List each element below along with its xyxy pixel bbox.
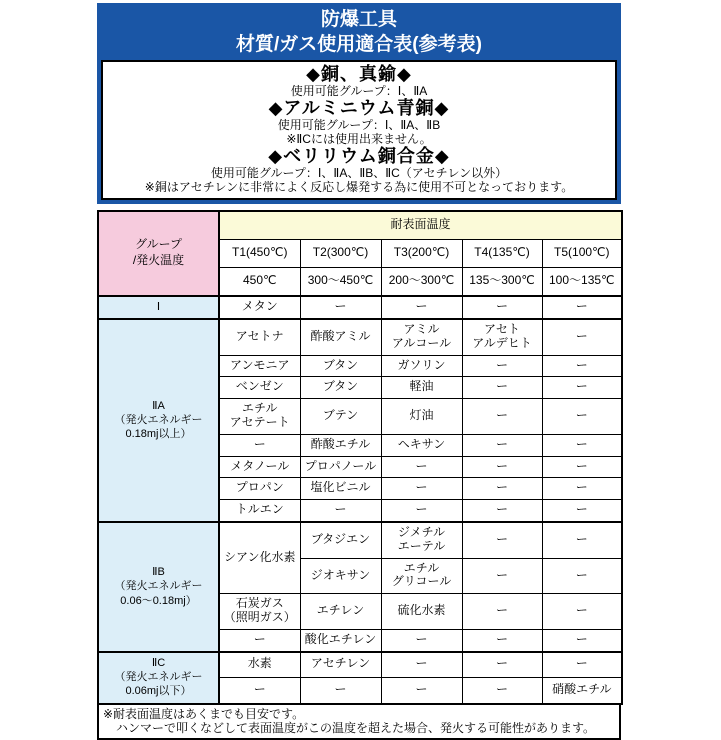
- gas-cell: ー: [462, 434, 542, 456]
- gas-cell: 石炭ガス （照明ガス）: [219, 594, 300, 630]
- table-footnote: [97, 705, 621, 740]
- table-row: [98, 296, 622, 319]
- gas-cell: ー: [219, 678, 300, 704]
- surface-temp-header-row: [98, 211, 622, 240]
- corner-header-line2: /発火温度: [132, 252, 185, 267]
- gas-cell: ー: [462, 355, 542, 377]
- gas-cell: ー: [300, 500, 381, 522]
- temp-class-cell: T2(300℃): [300, 240, 381, 268]
- gas-cell: ー: [542, 558, 622, 594]
- gas-cell: アセト アルデヒト: [462, 319, 542, 355]
- gas-cell: ー: [381, 500, 462, 522]
- temp-class-cell: T5(100℃): [542, 240, 622, 268]
- gas-cell: ブタン: [300, 377, 381, 399]
- gas-cell: アンモニア: [219, 355, 300, 377]
- gas-cell: 硫化水素: [381, 594, 462, 630]
- temp-class-cell: T4(135℃): [462, 240, 542, 268]
- gas-cell: エチレン: [300, 594, 381, 630]
- compatibility-table: [97, 210, 623, 705]
- materials-info-box: [101, 60, 617, 200]
- gas-cell: 酢酸アミル: [300, 319, 381, 355]
- gas-cell: ジオキサン: [300, 558, 381, 594]
- gas-cell: ー: [542, 296, 622, 319]
- gas-cell: トルエン: [219, 500, 300, 522]
- gas-cell: 硝酸エチル: [542, 678, 622, 704]
- gas-cell: ー: [542, 478, 622, 500]
- title-panel: [97, 3, 621, 204]
- gas-cell: ー: [542, 377, 622, 399]
- gas-cell: ー: [381, 456, 462, 478]
- gas-cell: ー: [542, 399, 622, 435]
- gas-cell: ー: [300, 296, 381, 319]
- gas-cell: ー: [542, 652, 622, 678]
- group-label-cell: Ⅰ: [98, 296, 219, 319]
- gas-cell: ー: [381, 652, 462, 678]
- table-row: [98, 652, 622, 678]
- gas-cell: ー: [462, 558, 542, 594]
- gas-cell: プロパン: [219, 478, 300, 500]
- gas-cell: ー: [542, 594, 622, 630]
- gas-cell: ー: [542, 434, 622, 456]
- gas-cell: ジメチル エーテル: [381, 522, 462, 558]
- gas-cell: メタン: [219, 296, 300, 319]
- gas-cell: ー: [462, 399, 542, 435]
- gas-cell: ー: [542, 319, 622, 355]
- surface-temp-header-cell: 耐表面温度: [219, 211, 622, 240]
- material-name-aluminum-bronze: ◆アルミニウム青銅◆: [268, 97, 450, 118]
- gas-cell: ー: [462, 522, 542, 558]
- group-label-cell: ⅡA （発火エネルギー 0.18mj以上）: [98, 319, 219, 522]
- gas-cell: ー: [300, 678, 381, 704]
- gas-cell: 水素: [219, 652, 300, 678]
- gas-cell: 塩化ビニル: [300, 478, 381, 500]
- group-label-cell: ⅡB （発火エネルギー 0.06～0.18mj）: [98, 522, 219, 652]
- gas-cell: ー: [462, 456, 542, 478]
- gas-cell: プロパノール: [300, 456, 381, 478]
- gas-cell: ベンゼン: [219, 377, 300, 399]
- temp-range-cell: 450℃: [219, 268, 300, 296]
- corner-header-cell: [98, 211, 219, 296]
- gas-cell: ガソリン: [381, 355, 462, 377]
- material-note: ※ⅡCには使用出来ません。: [286, 132, 432, 147]
- temp-range-cell: 300～450℃: [300, 268, 381, 296]
- gas-cell: ー: [381, 478, 462, 500]
- gas-cell: ブテン: [300, 399, 381, 435]
- gas-cell: アミル アルコール: [381, 319, 462, 355]
- page-title-line1: 防爆工具: [320, 9, 397, 30]
- material-name-copper-brass: ◆銅、真鍮◆: [306, 64, 412, 85]
- gas-cell: ー: [542, 355, 622, 377]
- gas-cell: ー: [542, 456, 622, 478]
- gas-cell: メタノール: [219, 456, 300, 478]
- gas-cell: エチル アセテート: [219, 399, 300, 435]
- gas-cell: ー: [462, 652, 542, 678]
- gas-cell: ー: [381, 296, 462, 319]
- gas-cell: アセトナ: [219, 319, 300, 355]
- temp-range-cell: 135～300℃: [462, 268, 542, 296]
- material-note: 使用可能グループ：Ⅰ、ⅡA、ⅡB: [277, 117, 441, 132]
- gas-cell: シアン化水素: [219, 522, 300, 594]
- gas-cell: ー: [462, 377, 542, 399]
- material-note: 使用可能グループ：Ⅰ、ⅡA、ⅡB、ⅡC（アセチレン以外）: [210, 165, 508, 180]
- page-title-line2: 材質/ガス使用適合表(参考表): [236, 34, 482, 56]
- material-name-beryllium-copper: ◆ベリリウム銅合金◆: [268, 145, 450, 166]
- gas-cell: ー: [542, 522, 622, 558]
- gas-cell: ー: [381, 678, 462, 704]
- temp-range-cell: 200～300℃: [381, 268, 462, 296]
- gas-cell: 軽油: [381, 377, 462, 399]
- gas-cell: 酢酸エチル: [300, 434, 381, 456]
- gas-cell: ー: [462, 296, 542, 319]
- gas-cell: ー: [542, 500, 622, 522]
- table-row: [98, 522, 622, 558]
- gas-cell: ー: [462, 478, 542, 500]
- gas-cell: ヘキサン: [381, 434, 462, 456]
- temp-range-cell: 100～135℃: [542, 268, 622, 296]
- gas-cell: ー: [462, 594, 542, 630]
- content-column: [97, 3, 621, 740]
- gas-cell: ー: [219, 629, 300, 651]
- gas-cell: 酸化エチレン: [300, 629, 381, 651]
- gas-cell: ー: [462, 629, 542, 651]
- gas-cell: ー: [462, 678, 542, 704]
- footnote-line1: ※耐表面温度はあくまでも目安です。: [103, 706, 305, 721]
- gas-cell: 灯油: [381, 399, 462, 435]
- temp-class-cell: T1(450℃): [219, 240, 300, 268]
- gas-cell: ブタジエン: [300, 522, 381, 558]
- material-note: ※銅はアセチレンに非常によく反応し爆発する為に使用不可となっております。: [144, 180, 574, 195]
- gas-cell: アセチレン: [300, 652, 381, 678]
- page-title: [101, 3, 617, 60]
- table-row: [98, 319, 622, 355]
- gas-cell: ー: [219, 434, 300, 456]
- corner-header-line1: グループ: [134, 237, 183, 252]
- gas-cell: ブタン: [300, 355, 381, 377]
- gas-cell: エチル グリコール: [381, 558, 462, 594]
- gas-cell: ー: [381, 629, 462, 651]
- gas-table-body: [98, 211, 622, 704]
- gas-cell: ー: [462, 500, 542, 522]
- footnote-line2: ハンマーで叩くなどして表面温度がこの温度を超えた場合、発火する可能性があります。: [116, 720, 596, 735]
- material-note: 使用可能グループ：Ⅰ、ⅡA: [290, 84, 428, 99]
- temp-class-cell: T3(200℃): [381, 240, 462, 268]
- group-label-cell: ⅡC （発火エネルギー 0.06mj以下）: [98, 652, 219, 704]
- gas-cell: ー: [542, 629, 622, 651]
